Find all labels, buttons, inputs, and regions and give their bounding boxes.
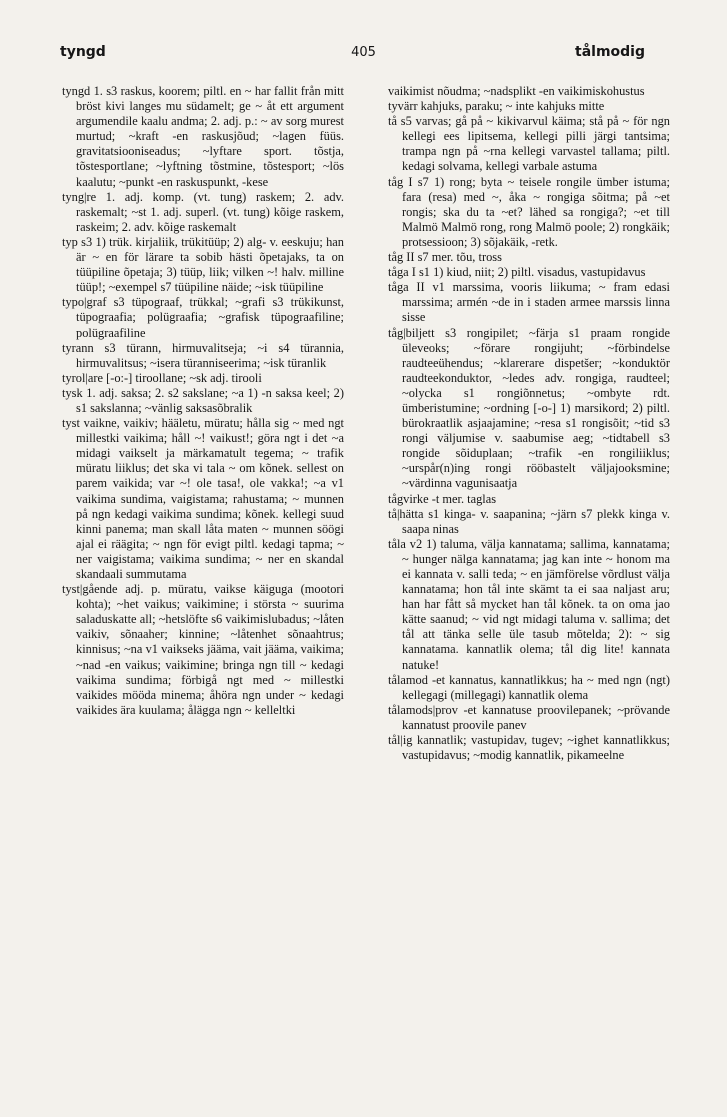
entry-tyngd: tyngd 1. s3 raskus, koorem; piltl. en ~ har fallit från mitt bröst kivi langes mu südamelt; ge ~ åt ett argument argumendile kaalu andma; 2. adj. p.: ~ av sorg murest murtud; ~kraft -en raskusjõud; ~lagen füüs. gravitatsiooniseadus; ~lyftare sport. tõstja, tõstesportlane; ~lyftning tõstmine, tõstesport; ~lös kaalutu; ~punkt -en raskuspunkt, -kese bbox=[62, 84, 344, 189]
left-column bbox=[62, 84, 344, 718]
entry-tyrann: tyrann s3 türann, hirmuvalitseja; ~i s4 türannia, hirmuvalitsus; ~isera türanniseerima; ~isk türanlik bbox=[62, 340, 344, 370]
entry-tyrolare: tyrol|are [-o:-] tiroollane; ~sk adj. tirooli bbox=[62, 370, 262, 385]
entry-tag-1: tåg I s7 1) rong; byta ~ teisele rongile ümber istuma; fara (resa) med ~, åka ~ rongiga sõitma; på ~et rongis; ska du ta ~et? lähed sa rongiga?; ~et till Malmö Malmö rong, rong Malmö poole; 2) rongkäik; protsessioon; 3) sõjakäik, -retk. bbox=[388, 174, 670, 249]
entry-taga-1: tåga I s1 1) kiud, niit; 2) piltl. visadus, vastupidavus bbox=[388, 265, 646, 280]
entry-tagvirke: tågvirke -t mer. taglas bbox=[388, 491, 497, 506]
entry-tyngre: tyng|re 1. adj. komp. (vt. tung) raskem; 2. adv. raskemalt; ~st 1. adj. superl. (vt. tung) kõige raskem, raskeim; 2. adv. kõige raskemalt bbox=[62, 189, 344, 234]
page-number: 405 bbox=[351, 45, 376, 60]
entry-taga-2: tåga II v1 marssima, vooris liikuma; ~ fram edasi marssima; armén ~de in i staden armee marssis linna sisse bbox=[388, 280, 670, 325]
entry-tystgaende: tyst|gående adj. p. müratu, vaikse käiguga (mootori kohta); ~het vaikus; vaikimine; i största ~ suurima saladuskatte all; ~hetslöfte s6 vaikimislubadus; ~låten vaikiv, sõnaaher; kinnine; ~låtenhet sõnaahtrus; kinnisus; ~na v1 vaikseks jääma, vait jääma, vaikima; ~nad -en vaikus; vaikimine; bringa ngn till ~ kedagi vaikima sundima; förbigå ngt med ~ millestki vaikides mööda minema; åhöra ngn under ~ kedagi vaikides ära kuulama; åläggа ngn ~ kelleltki bbox=[62, 582, 344, 717]
header-right-guide-word: tålmodig bbox=[575, 44, 645, 60]
entry-talamod: tålamod -et kannatus, kannatlikkus; ha ~ med ngn (ngt) kellegagi (millegagi) kannatlik olema bbox=[388, 672, 670, 702]
entry-tag-2: tåg II s7 mer. tõu, tross bbox=[388, 250, 502, 265]
entry-tala: tåla v2 1) taluma, välja kannatama; sallima, kannatama; ~ hunger nälga kannatama; jag kan inte ~ honom ma ei kannata v. salli teda; ~ en jämförelse võrdlust välja kannatama; hon tål inte skämt ta ei saa naljast aru; han har fått så mycket han tål kõnek. ta on oma jao kätte saanud; ~ vid ngt midagi taluma v. sallima; det tål att tänka selle üle tasub mõtelda; 2): ~ sig kannatama. kannatlik olema; tål dig lite! kannata natuke! bbox=[388, 536, 670, 672]
entry-tysk: tysk 1. adj. saksa; 2. s2 sakslane; ~a 1) -n saksa keel; 2) s1 sakslanna; ~vänlig saksasõbralik bbox=[62, 385, 344, 415]
entry-tyst: tyst vaikne, vaikiv; hääletu, müratu; hålla sig ~ med ngt millestki vaikima; håll ~! vaikust!; göra ngt i det ~a midagi vaikselt ja märkamatult tegema; ~ trafik müratu liiklus; det ska vi tala ~ om kõnek. sellest on parem vaikida; var ~! ole tasa!, ole vakka!; ~a v1 vaikima sundima, vaigistama; rahustama; ~ munnen på ngn kedagi vaikima sundima; kõnek. kellegi suud kinni panema; man skall låta maten ~ munnen söögi ajal ei räägita; ~ ngn för evigt piltl. kedagi tapma; ~ ner vaigistama; vaikima sundima; ~ ner en skandal skandaali summutama bbox=[62, 416, 344, 581]
entry-continuation: vaikimist nõudma; ~nadsplikt -en vaikimiskohustus bbox=[388, 84, 645, 98]
entry-talamodsprov: tålamods|prov -et kannatuse proovilepanek; ~prövande kannatust proovile panev bbox=[388, 702, 670, 732]
entry-tahatta: tå|hätta s1 kinga- v. saapanina; ~järn s7 plekk kinga v. saapa ninas bbox=[388, 506, 670, 536]
entry-tyvarr: tyvärr kahjuks, paraku; ~ inte kahjuks mitte bbox=[388, 99, 605, 114]
right-column bbox=[388, 84, 670, 763]
entry-ta: tå s5 varvas; gå på ~ kikivarvul käima; stå på ~ för ngn kellegi ees lipitsema, kellegi pilli järgi tantsima; trampa ngn på ~rna kellegi varvastel tallama; piltl. kedagi solvama, kellegi varbale astuma bbox=[388, 114, 670, 174]
entry-talig: tål|ig kannatlik; vastupidav, tugev; ~ighet kannatlikkus; vastupidavus; ~modig kannatlik, pikameelne bbox=[388, 733, 670, 763]
entry-typograf: typo|graf s3 tüpograaf, trükkal; ~grafi s3 trükikunst, tüpograafia; polügraafia; ~grafisk tüpograafiline; polügraafiline bbox=[62, 295, 344, 340]
header-left-guide-word: tyngd bbox=[60, 44, 106, 60]
entry-typ: typ s3 1) trük. kirjaliik, trükitüüp; 2) alg- v. eeskuju; han är ~ en för lärare ta sobib hästi õpetajaks, ta on tüüpiline õpetaja; 3) tüüp, liik; vilken ~! halv. milline tüüp!; ~exempel s7 tüüpiline näide; ~isk tüüpiline bbox=[62, 234, 344, 295]
entry-tagbiljett: tåg|biljett s3 rongipilet; ~färja s1 praam rongide üleveoks; ~förare rongijuht; ~förbindelse raudteeühendus; ~klarerare dispetšer; ~konduktör raudteekonduktor, ~ledes adv. rongiga, raudteel; ~olycka s1 rongiõnnetus; ~ombyte rdt. ümberistumine; ~ordning [-o-] 1) marsikord; 2) piltl. bürokraatlik asjaajamine; ~resa s1 rongisõit; ~tid s3 rongi väljumise v. saabumise aeg; ~tidtabell s3 rongide sõiduplaan; ~trafik -en rongiliiklus; ~urspår(n)ing rongi rööbastelt väljajooksmine; ~värdinna vagunisaatja bbox=[388, 325, 670, 491]
